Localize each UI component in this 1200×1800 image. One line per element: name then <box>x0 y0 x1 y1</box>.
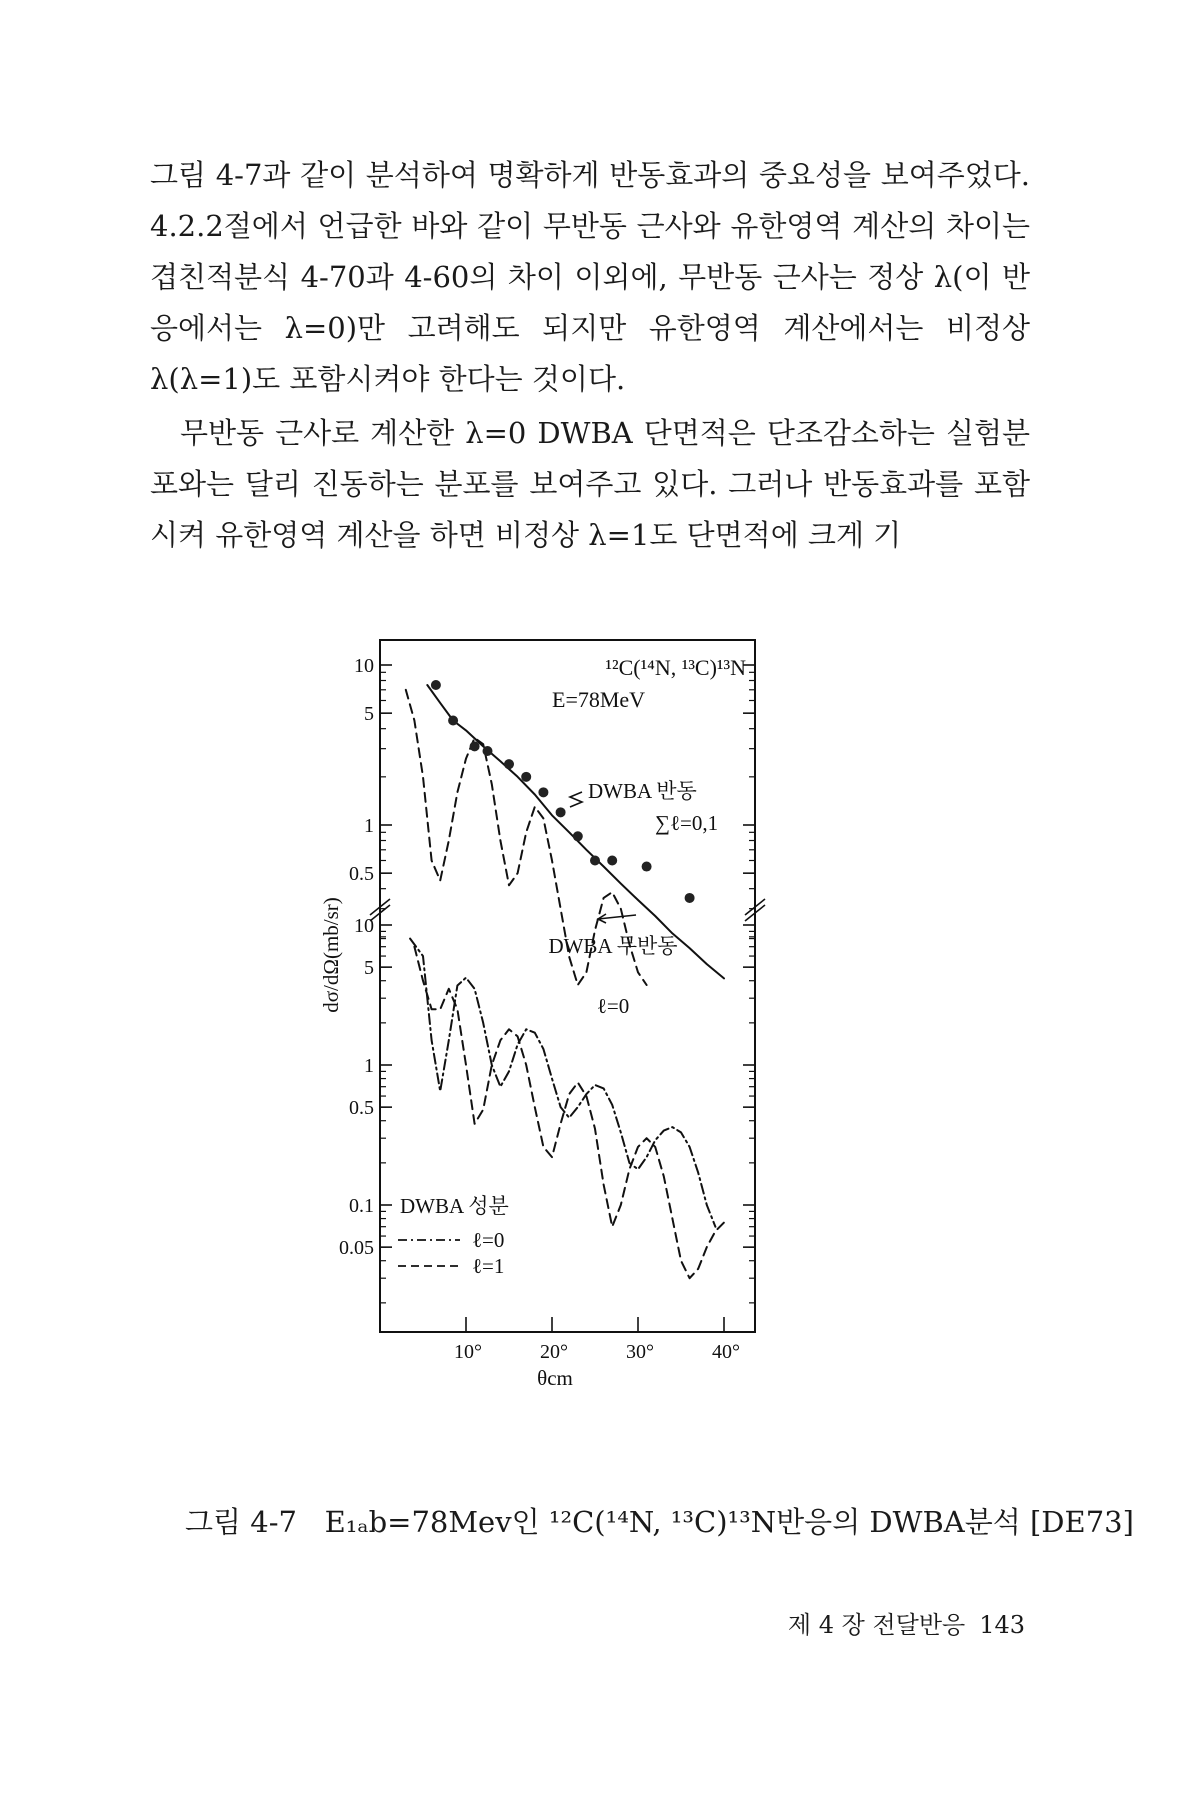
norecoil-label: DWBA 무반동 <box>548 934 678 958</box>
data-point <box>538 787 548 797</box>
page-number: 143 <box>979 1611 1025 1639</box>
data-point <box>685 893 695 903</box>
figure-4-7 <box>300 625 820 1485</box>
data-point <box>448 715 458 725</box>
axis-break-marks <box>370 899 765 921</box>
y-axis-label: dσ/dΩ(mb/sr) <box>319 897 343 1013</box>
chapter-title: 제 4 장 전달반응 <box>787 1611 966 1639</box>
y-tick-label: 10 <box>354 655 374 677</box>
recoil-label: DWBA 반동 <box>588 779 697 803</box>
y-tick-label: 5 <box>364 957 374 980</box>
data-point <box>607 855 617 865</box>
y-tick-label: 10 <box>354 915 374 937</box>
y-tick-label: 0.5 <box>349 1097 374 1120</box>
data-point <box>556 807 566 817</box>
series-lower-1-line <box>414 947 724 1278</box>
data-point <box>483 746 493 756</box>
y-tick-label: 0.1 <box>349 1195 374 1217</box>
data-point <box>642 862 652 872</box>
y-tick-label: 0.05 <box>339 1237 374 1260</box>
x-tick-label: 20° <box>540 1341 568 1363</box>
x-tick-label: 40° <box>712 1341 740 1363</box>
y-tick-label: 5 <box>364 703 374 726</box>
legend-l1-label: ℓ=1 <box>472 1254 505 1278</box>
data-point <box>504 759 514 769</box>
figure-caption <box>185 1500 1134 1541</box>
caption-text: E₁ₐb=78Mev인 ¹²C(¹⁴N, ¹³C)¹³N반응의 DWBA분석 [DE73] <box>324 1505 1134 1539</box>
norecoil-l-label: ℓ=0 <box>596 994 630 1018</box>
paragraph-1: 그림 4-7과 같이 분석하여 명확하게 반동효과의 중요성을 보여주었다. 4.2.2절에서 언급한 바와 같이 무반동 근사와 유한영역 계산의 차이는 겹친적분식 4-70과 4-60의 차이 이외에, 무반동 근사는 정상 λ(이 반응에서는 λ=0)만 고려해도 되지만 유한영역 계산에서는 비정상 λ(λ=1)도 포함시켜야 한다는 것이다. <box>150 158 1030 396</box>
data-point <box>590 855 600 865</box>
data-point <box>431 680 441 690</box>
page-footer <box>760 1605 1025 1640</box>
plot-frame <box>380 640 755 1332</box>
data-point <box>573 831 583 841</box>
caption-label: 그림 4-7 <box>185 1505 297 1539</box>
legend-l0-label: ℓ=0 <box>472 1228 505 1252</box>
x-axis-label: θcm <box>537 1366 573 1390</box>
axis-ticks <box>380 665 755 1332</box>
y-tick-label: 0.5 <box>349 863 374 886</box>
x-tick-label: 30° <box>626 1341 654 1363</box>
reaction-annotation: ¹²C(¹⁴N, ¹³C)¹³N <box>605 655 746 680</box>
curves <box>406 685 724 1278</box>
paragraph-2: 무반동 근사로 계산한 λ=0 DWBA 단면적은 단조감소하는 실험분포와는 달리 진동하는 분포를 보여주고 있다. 그러나 반동효과를 포함시켜 유한영역 계산을 하면 비정상 λ=1도 단면적에 크게 기 <box>150 416 1030 552</box>
legend-title: DWBA 성분 <box>400 1194 509 1218</box>
energy-annotation: E=78MeV <box>552 687 646 712</box>
y-tick-label: 1 <box>364 1055 374 1077</box>
data-point <box>521 772 531 782</box>
x-tick-label: 10° <box>454 1341 482 1363</box>
y-tick-label: 1 <box>364 815 374 837</box>
series-lower-0-line <box>410 939 715 1227</box>
data-point <box>470 741 480 751</box>
recoil-sum-label: ∑ℓ=0,1 <box>655 811 719 835</box>
